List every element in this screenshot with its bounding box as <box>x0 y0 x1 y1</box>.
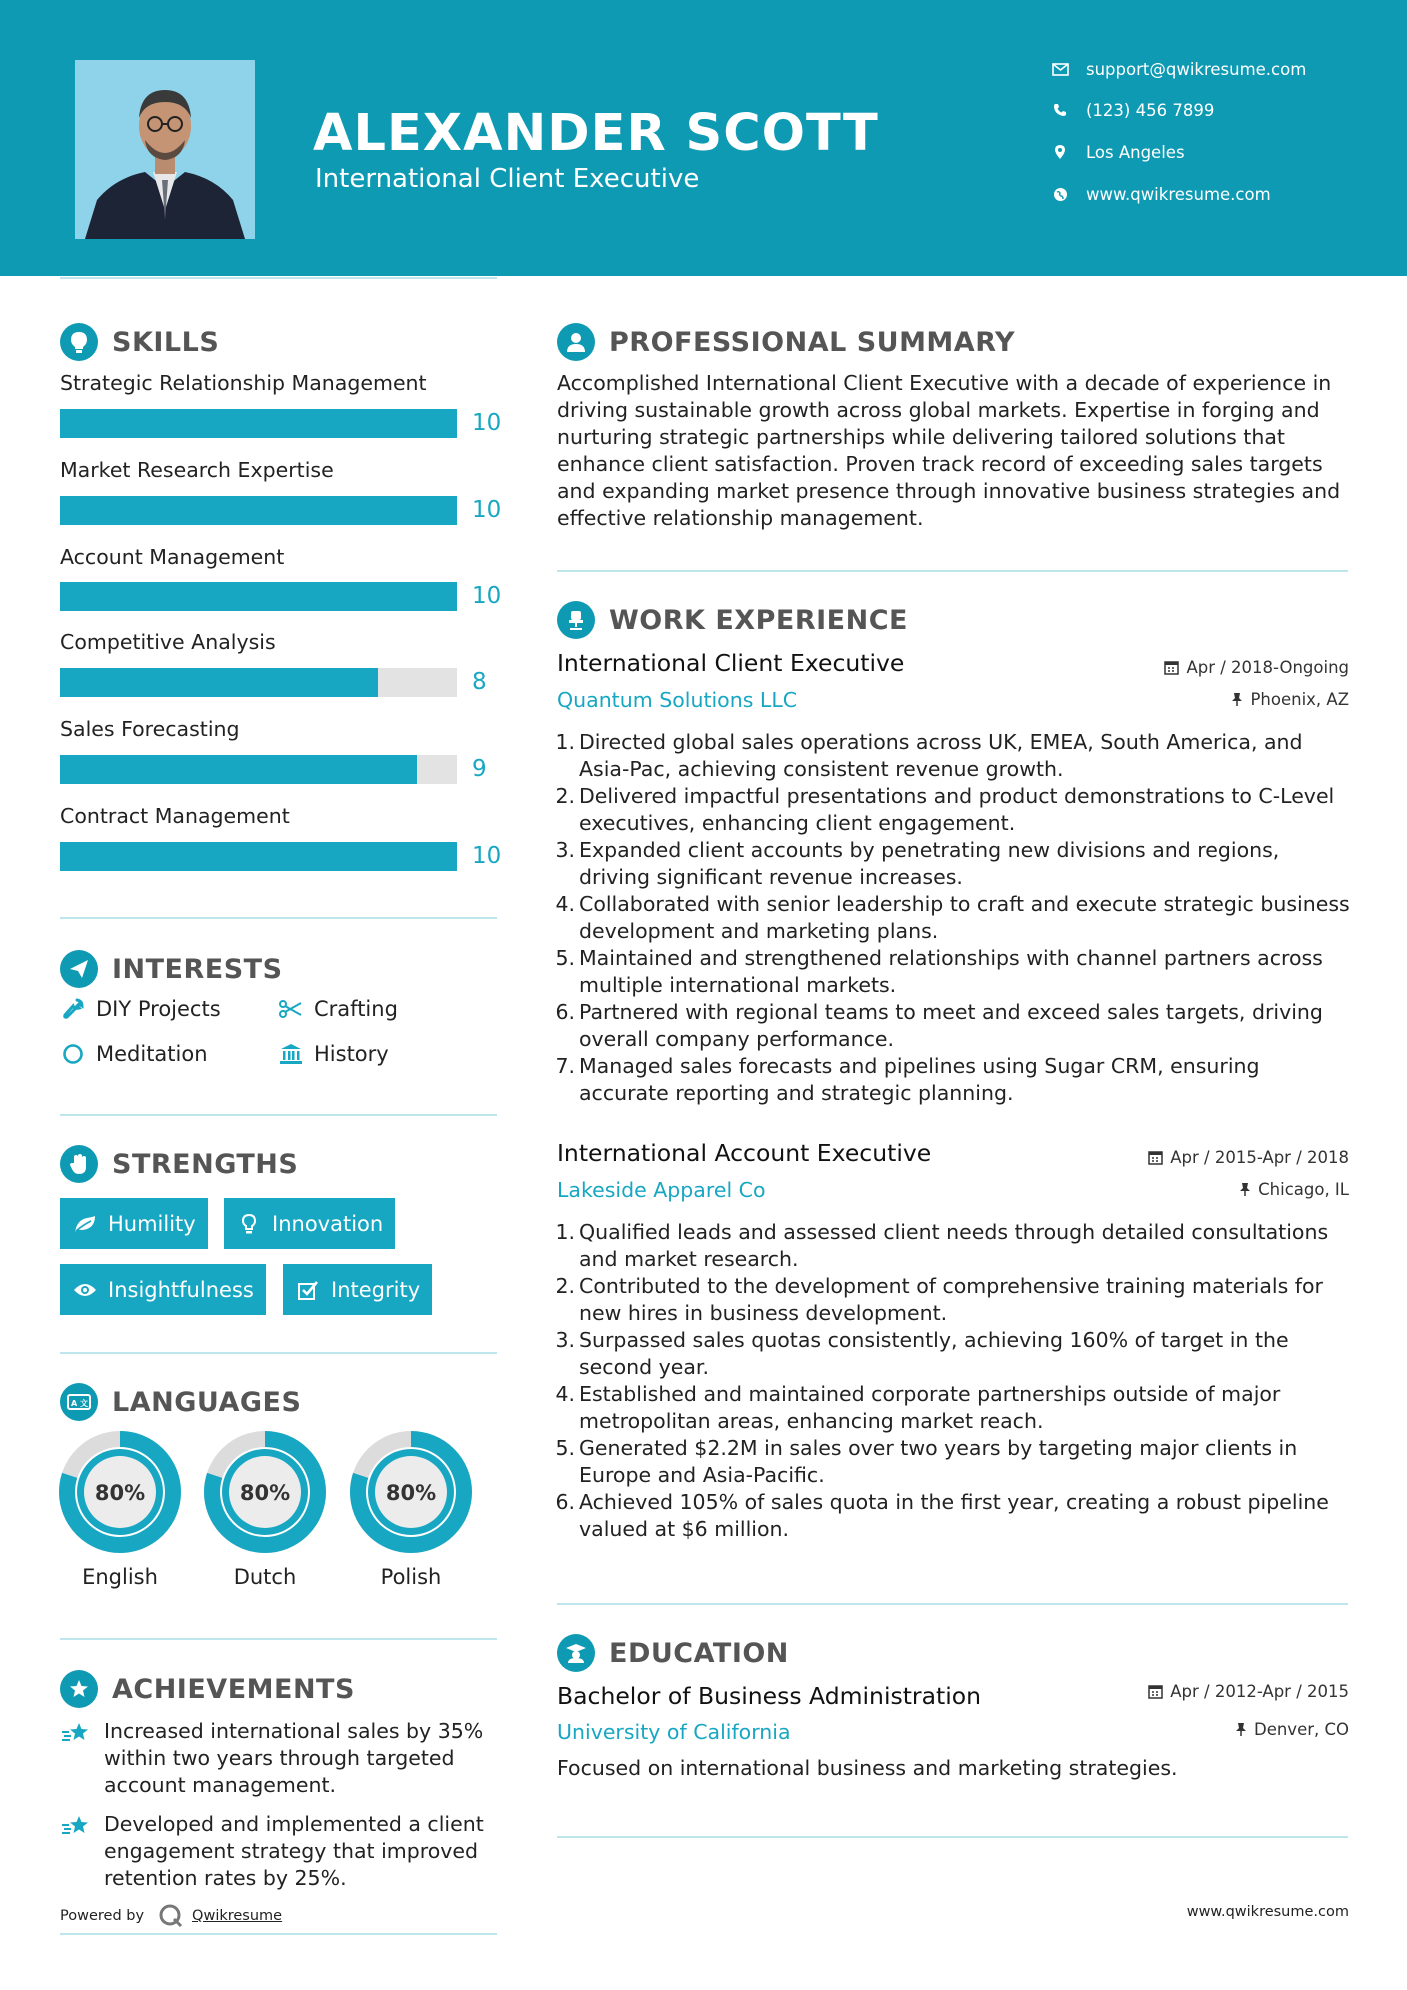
strength-chip: Integrity <box>283 1264 432 1315</box>
languages-heading: A 文 LANGUAGES <box>60 1383 301 1421</box>
skill-value: 10 <box>472 583 502 609</box>
skill-label: Account Management <box>60 545 285 569</box>
list-item: 3. Expanded client accounts by penetrating new divisions and regions, driving significant revenue increases. <box>555 838 1280 889</box>
education-heading: EDUCATION <box>557 1634 789 1672</box>
education-dates: Apr / 2012-Apr / 2015 <box>1148 1682 1349 1701</box>
divider <box>60 917 497 919</box>
envelope-icon <box>1050 59 1070 79</box>
list-item: 4. Collaborated with senior leadership to craft and execute strategic business development and marketing plans. <box>555 892 1350 943</box>
skills-heading: SKILLS <box>60 323 219 361</box>
candidate-title: International Client Executive <box>315 164 700 194</box>
company-name: Quantum Solutions LLC <box>557 688 798 712</box>
language-icon <box>60 1383 98 1421</box>
eye-icon <box>72 1277 98 1303</box>
achievement-item: Increased international sales by 35% within two years through targeted account management. <box>60 1718 500 1799</box>
office-chair-icon <box>557 601 595 639</box>
skill-bar-fill <box>60 842 457 871</box>
skill-bar-fill <box>60 496 457 525</box>
divider <box>60 1933 497 1935</box>
summary-text: Accomplished International Client Executive with a decade of experience in driving sustainable growth across global markets. Expertise in forging and nurturing strategic partnerships while delivering tailored solutions that enhance client satisfaction. Proven track record of exceeding sales targets and expanding market presence through innovative business strategies and effective relationship management. <box>557 371 1341 530</box>
language-name: Polish <box>380 1565 442 1589</box>
user-icon <box>557 323 595 361</box>
contact-website[interactable] <box>1050 184 1271 204</box>
skill-bar-fill <box>60 668 378 697</box>
list-item: 6. Partnered with regional teams to meet and exceed sales targets, driving overall company performance. <box>555 1000 1323 1051</box>
job-title: International Client Executive <box>557 649 905 677</box>
contact-location-text: Los Angeles <box>1086 142 1185 162</box>
globe-icon <box>1050 184 1070 204</box>
interest-item: History <box>278 1041 389 1067</box>
powered-by: Powered by Qwikresume <box>60 1903 282 1929</box>
divider <box>557 1836 1348 1838</box>
skill-label: Sales Forecasting <box>60 717 240 741</box>
strengths-heading: STRENGTHS <box>60 1145 298 1183</box>
skill-label: Competitive Analysis <box>60 630 276 654</box>
skill-label: Market Research Expertise <box>60 458 334 482</box>
divider <box>60 1114 497 1116</box>
profile-photo <box>75 60 255 239</box>
phone-icon <box>1050 100 1070 120</box>
interest-item: Meditation <box>60 1041 208 1067</box>
graduate-icon <box>557 1634 595 1672</box>
strength-chip: Insightfulness <box>60 1264 266 1315</box>
wrench-icon <box>60 996 86 1022</box>
pushpin-icon <box>1231 692 1243 707</box>
contact-email-text: support@qwikresume.com <box>1086 59 1307 79</box>
skill-label: Contract Management <box>60 804 290 828</box>
language-ring <box>204 1431 326 1553</box>
contact-phone[interactable] <box>1050 100 1214 120</box>
job-dates: Apr / 2018-Ongoing <box>1164 658 1349 677</box>
list-item: 1. Qualified leads and assessed client needs through detailed consultations and market research. <box>555 1220 1329 1271</box>
pushpin-icon <box>1239 1182 1251 1197</box>
calendar-icon <box>1148 1150 1163 1165</box>
list-item: 2. Delivered impactful presentations and product demonstrations to C-Level executives, enhancing client engagement. <box>555 784 1335 835</box>
shooting-star-icon <box>60 1813 92 1845</box>
strength-chip: Humility <box>60 1198 208 1249</box>
skill-bar <box>60 496 457 525</box>
school-name: University of California <box>557 1720 791 1744</box>
footer-url[interactable]: www.qwikresume.com <box>1186 1904 1349 1920</box>
skill-value: 10 <box>472 843 502 869</box>
contact-website-text: www.qwikresume.com <box>1086 184 1271 204</box>
achievements-heading: ACHIEVEMENTS <box>60 1670 355 1708</box>
skill-bar <box>60 755 457 784</box>
divider <box>60 1352 497 1354</box>
circle-icon <box>60 1041 86 1067</box>
list-item: 1. Directed global sales operations across UK, EMEA, South America, and Asia-Pac, achieving consistent revenue growth. <box>555 730 1303 781</box>
divider <box>557 570 1348 572</box>
job-bullets <box>552 729 1352 1107</box>
list-item: 6. Achieved 105% of sales quota in the first year, creating a robust pipeline valued at $6 million. <box>555 1490 1329 1541</box>
svg-text:文: 文 <box>80 1399 89 1408</box>
interests-heading: INTERESTS <box>60 950 283 988</box>
divider <box>60 1638 497 1640</box>
museum-icon <box>278 1041 304 1067</box>
list-item: 5. Maintained and strengthened relationships with channel partners across multiple international markets. <box>555 946 1323 997</box>
contact-email[interactable] <box>1050 59 1306 79</box>
interest-item: Crafting <box>278 996 398 1022</box>
lightbulb-icon <box>236 1211 262 1237</box>
svg-text:A: A <box>71 1399 78 1408</box>
job-title: International Account Executive <box>557 1139 932 1167</box>
pushpin-icon <box>1235 1722 1247 1737</box>
skill-bar <box>60 582 457 611</box>
job-location: Phoenix, AZ <box>1231 690 1349 709</box>
skill-bar <box>60 668 457 697</box>
achievement-item: Developed and implemented a client engagement strategy that improved retention rates by 25%. <box>60 1811 500 1892</box>
divider <box>557 1603 1348 1605</box>
list-item: 3. Surpassed sales quotas consistently, achieving 160% of target in the second year. <box>555 1328 1289 1379</box>
shooting-star-icon <box>60 1720 92 1752</box>
list-item: 5. Generated $2.2M in sales over two years by targeting major clients in Europe and Asia-Pacific. <box>555 1436 1298 1487</box>
skill-label: Strategic Relationship Management <box>60 371 427 395</box>
list-item: 2. Contributed to the development of comprehensive training materials for new hires in business development. <box>555 1274 1323 1325</box>
skill-value: 10 <box>472 410 502 436</box>
paper-plane-icon <box>60 950 98 988</box>
skill-bar-fill <box>60 582 457 611</box>
contact-location <box>1050 142 1185 162</box>
divider <box>60 277 497 279</box>
hand-icon <box>60 1145 98 1183</box>
language-percent: 80% <box>385 1481 437 1505</box>
calendar-icon <box>1148 1684 1163 1699</box>
list-item: 4. Established and maintained corporate partnerships outside of major metropolitan areas, enhancing market reach. <box>555 1382 1281 1433</box>
calendar-icon <box>1164 660 1179 675</box>
language-name: English <box>82 1565 158 1589</box>
education-description: Focused on international business and marketing strategies. <box>557 1756 1178 1780</box>
experience-heading: WORK EXPERIENCE <box>557 601 908 639</box>
job-bullets <box>552 1219 1352 1543</box>
qwikresume-link[interactable]: Qwikresume <box>192 1908 283 1924</box>
location-pin-icon <box>1050 142 1070 162</box>
degree-title: Bachelor of Business Administration <box>557 1682 982 1710</box>
skill-bar <box>60 842 457 871</box>
language-ring <box>59 1431 181 1553</box>
education-location: Denver, CO <box>1235 1720 1349 1739</box>
language-percent: 80% <box>239 1481 291 1505</box>
candidate-name: ALEXANDER SCOTT <box>313 104 879 163</box>
skill-bar <box>60 409 457 438</box>
contact-phone-text: (123) 456 7899 <box>1086 100 1215 120</box>
scissors-icon <box>278 996 304 1022</box>
skill-value: 9 <box>472 756 487 782</box>
interest-item: DIY Projects <box>60 996 221 1022</box>
summary-heading: PROFESSIONAL SUMMARY <box>557 323 1015 361</box>
resume-header <box>0 0 1407 276</box>
language-ring <box>350 1431 472 1553</box>
star-badge-icon <box>60 1670 98 1708</box>
skill-value: 8 <box>472 669 487 695</box>
strength-chip: Innovation <box>224 1198 395 1249</box>
skill-bar-fill <box>60 409 457 438</box>
job-location: Chicago, IL <box>1239 1180 1349 1199</box>
leaf-icon <box>72 1211 98 1237</box>
list-item: 7. Managed sales forecasts and pipelines using Sugar CRM, ensuring accurate reporting and strategic planning. <box>555 1054 1260 1105</box>
skill-bar-fill <box>60 755 417 784</box>
checkbox-icon <box>295 1277 321 1303</box>
lightbulb-icon <box>60 323 98 361</box>
language-percent: 80% <box>94 1481 146 1505</box>
company-name: Lakeside Apparel Co <box>557 1178 766 1202</box>
qwikresume-logo-icon <box>158 1903 184 1929</box>
job-dates: Apr / 2015-Apr / 2018 <box>1148 1148 1349 1167</box>
language-name: Dutch <box>233 1565 297 1589</box>
skill-value: 10 <box>472 497 502 523</box>
